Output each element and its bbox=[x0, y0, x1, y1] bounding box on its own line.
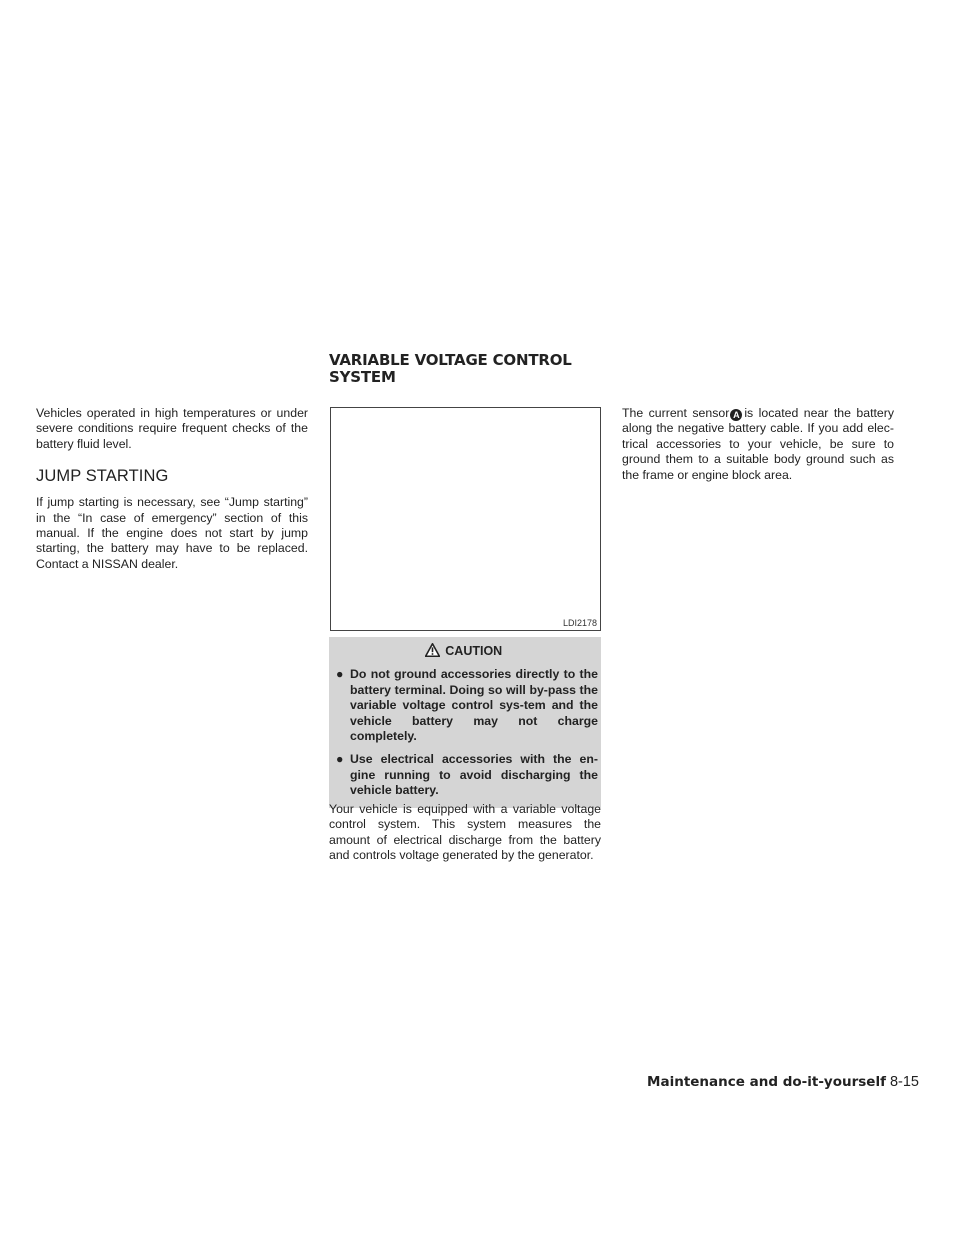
voltage-system-paragraph: Your vehicle is equipped with a variable voltage control system. This system measures the amount of electrical discharge from the battery and controls voltage generated by the generator. bbox=[329, 802, 601, 863]
battery-fluid-paragraph: Vehicles operated in high temperatures or under severe conditions require frequent checks of the battery fluid level. bbox=[36, 406, 308, 451]
callout-a-icon: A bbox=[730, 409, 742, 421]
left-column bbox=[36, 406, 308, 572]
middle-column bbox=[329, 802, 601, 864]
figure-illustration bbox=[330, 407, 601, 631]
caution-box bbox=[329, 637, 601, 808]
caution-title: CAUTION bbox=[445, 644, 503, 658]
current-sensor-paragraph bbox=[622, 406, 894, 483]
jump-starting-heading: JUMP STARTING bbox=[36, 467, 169, 486]
section-title bbox=[329, 352, 629, 386]
caution-item bbox=[329, 752, 598, 799]
page-number: 8-15 bbox=[889, 1074, 919, 1090]
page-footer bbox=[647, 1074, 919, 1090]
caution-heading bbox=[329, 643, 598, 661]
bullet-dot-icon: ● bbox=[336, 751, 344, 766]
sensor-text-before: The current sensor bbox=[622, 406, 730, 420]
bullet-dot-icon: ● bbox=[336, 667, 344, 681]
sensor-text-after: is located near the battery along the negative battery cable. If you add elec-trical accessories to your vehicle, be sure to ground them to a suitable body ground such as the frame or engine block area. bbox=[622, 406, 895, 482]
right-column bbox=[622, 406, 894, 483]
figure-label: LDI2178 bbox=[562, 618, 597, 628]
jump-starting-paragraph: If jump starting is necessary, see “Jump starting” in the “In case of emergency” section of this manual. If the engine does not start by jump starting, the battery may have to be replaced. Contact a NISSAN dealer. bbox=[36, 495, 308, 571]
caution-item-text: Use electrical accessories with the en-gine running to avoid discharging the vehicle battery. bbox=[350, 751, 598, 798]
section-title-line1: VARIABLE VOLTAGE CONTROL bbox=[329, 351, 572, 369]
caution-item bbox=[329, 667, 598, 745]
warning-triangle-icon bbox=[425, 643, 440, 661]
caution-item-text: Do not ground accessories directly to the battery terminal. Doing so will by-pass the variable voltage control sys-tem and the vehicle battery may not charge completely. bbox=[350, 667, 598, 744]
section-title-line2: SYSTEM bbox=[329, 368, 396, 386]
chapter-title: Maintenance and do-it-yourself bbox=[647, 1074, 886, 1090]
